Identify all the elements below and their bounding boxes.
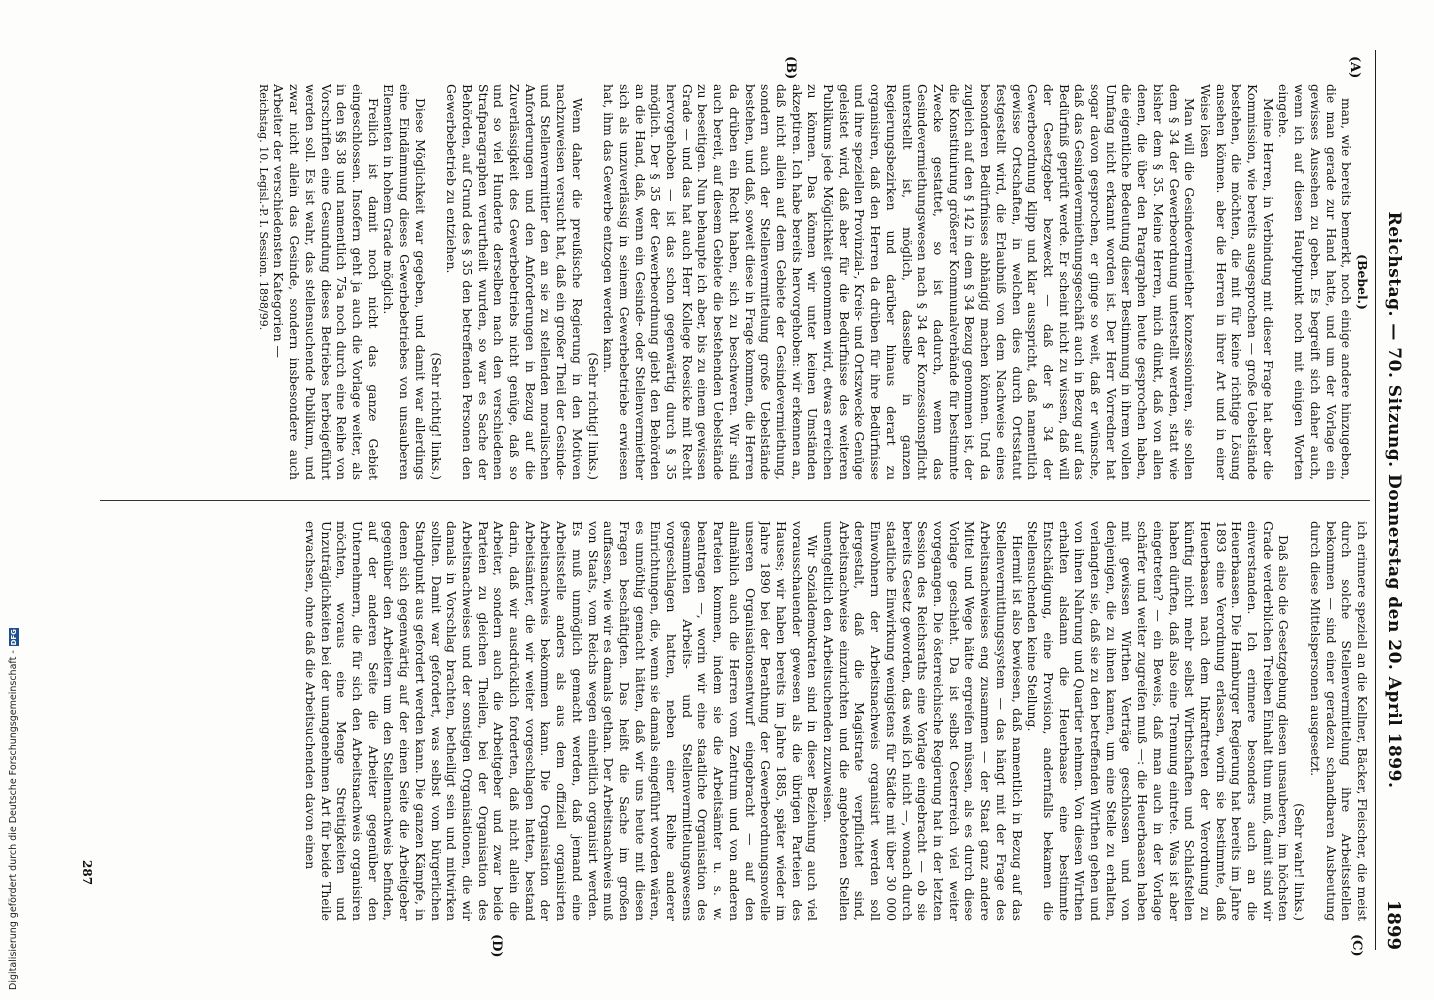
paragraph: Hiermit ist also bewiesen, daß namentlich in Bezug auf das Stellenvermittlungssystem — das hängt mit der Frage des Arbeitsnachweises eng zusammen — der Staat ganz andere Mittel und Wege hätte ergreifen müssen, als es durch diese Vorlage geschieht. Da ist selbst Oesterreich viel weiter vorgegangen. Die österreichische Regierung hat in der letzten Session des Reichsraths eine Vorlage eingebracht — ob sie bereits Gesetz geworden, das weiß ich nicht —, wonach durch staatliche Einwirkung wenigstens für Städte mit über 30 000 Einwohnern der Arbeitsnachweis organisirt werden soll dergestalt, daß die Magistrate verpflichtet sind, Arbeitsnachweise einzurichten und die angebotenen Stellen unentgeltlich den Arbeitsuchenden zuzuweisen.: [821, 521, 1025, 921]
header-rule: [1375, 50, 1376, 950]
paragraph: Freilich ist damit noch nicht das ganze Gebiet eingeschlossen. Insofern geht ja auch die Vorlage weiter, als in den §§ 38 und namentlich 75a noch durch eine Reihe von Vorschriften eine Gesundung dieses Betriebes herbeigeführt werden soll. Es ist wahr, das stellensuchende Publikum, und zwar nicht allein das Gesinde, sondern insbesondere auch Arbeiter der verschiedensten Kategorien —: [271, 84, 381, 480]
page-header: [1378, 50, 1404, 950]
page-number: 1899: [1383, 899, 1404, 950]
paragraph: Meine Herren, in Verbindung mit dieser Frage hat aber die Kommission, wie bereits ausgesprochen — große Uebelstände bestehen, die möchten, die mit für keine richtige Lösung ansehen können. aber die Herren in ihrer Art und in einer Weise lösen: [1197, 84, 1276, 480]
right-column: [100, 521, 1370, 921]
digitization-credit: [8, 628, 19, 990]
header-title: Reichstag. — 70. Sitzung. Donnerstag den 20. April 1899.: [1384, 211, 1404, 789]
paragraph: Man will die Gesindevermiether konzessioniren, sie sollen dem § 34 der Gewerbeordnung unterstellt werden, statt wie bisher dem § 35. Meine Herren, mich dünkt, daß von allen denen, die über den Paragraphen heute gesprochen haben, die eigentliche Bedeutung dieser Bestimmung in ihrem vollen Umfang nicht erkannt worden ist. Der Herr Vorredner hat sogar davon gesprochen, er ginge so weit, daß er wünsche, daß das Gesindevermiethungsgeschäft auch in Bezug auf das Bedürfniß geprüft werde. Er scheint nicht zu wissen, daß will der Gesetzgeber bezweckt — daß der § 34 der Gewerbeordnung klipp und klar ausspricht, daß namentlich gewisse Ortschaften, in welchen dies durch Ortsstatut festgestellt wird, die Erlaubniß von dem Nachweise eines besonderen Bedürfnisses abhängig machen können. Und da zugleich auf den § 142 in dem § 34 Bezug genommen ist, der die Konstituirung größerer Kommunalverbände für bestimmte Zwecke gestattet, so ist dadurch, wenn das Gesindevermiethungswesen nach § 34 der Konzessionspflicht unterstellt ist, möglich, dasselbe in ganzen Regierungsbezirken und darüber hinaus derart zu organisiren, daß den Herren da drüben für ihre Bedürfnisse und ihre speziellen Provinzial-, Kreis- und Ortszwecke Genüge geleistet wird, daß aber für die Bedürfnisse des weiteren Publikums jede Möglichkeit genommen wird, etwas erreichen zu können. Das können wir unter keinen Umständen akzeptiren. Ich habe bereits hervorgehoben: wir erkennen an, daß nicht allein auf dem Gebiete der Gesindevermiethung, sondern auch der Stellenvermittelung große Uebelstände bestehen, und daß, soweit diese in Frage kommen, die Herren da drüben ein Recht haben, sich zu beschweren. Wir sind auch bereit, auf diesem Gebiete die bestehenden Uebelstände zu beseitigen. Nun behaupte ich aber, bis zu einem gewissen Grade — und das hat auch Herr Kollege Roesicke mit Recht hervorgehoben — ist das schon gegenwärtig durch § 35 möglich. Der § 35 der Gewerbeordnung giebt den Behörden an die Hand, daß, wenn ein Gesinde- oder Stellenvermiether sich als unzuverlässig in seinem Gewerbebetriebe erwiesen hat, ihm das Gewerbe entzogen werden kann.: [601, 84, 1198, 480]
speaker-name: (Bebel.): [1355, 254, 1370, 310]
credit-text: Digitalisierung gefördert durch die Deutsche Forschungsgemeinschaft -: [8, 650, 19, 990]
applause-note: (Sehr richtig! links.): [428, 352, 444, 480]
footer-sheet-number: 287: [80, 860, 94, 886]
column-divider: [100, 500, 1370, 501]
applause-note: (Sehr wahr! links.): [1292, 803, 1308, 921]
applause-note: (Sehr richtig! links.): [585, 352, 601, 480]
margin-marker-d: (D): [489, 934, 504, 958]
paragraph: Diese Möglichkeit war gegeben, und damit war allerdings eine Eindämmung dieses Gewerbebetriebes von unsauberen Elementen in hohem Grade möglich.: [381, 84, 428, 480]
paragraph: man, wie bereits bemerkt, noch einige andere hinzugeben, die man gerade zur Hand hatte, und um der Vorlage ein gewisses Aussehen zu geben. Es begreift sich daher auch, wenn ich auf diesen Hauptpunkt noch mit einigen Worten eingehe.: [1276, 84, 1355, 480]
footer-session: Reichstag. 10. Legisl.-P. I. Session. 1898/99.: [256, 84, 270, 331]
margin-marker-b: (B): [783, 56, 798, 80]
left-column: [100, 84, 1370, 480]
paragraph: Wenn daher die preußische Regierung in den Motiven nachzuweisen versucht hat, daß ein großer Theil der Gesinde- und Stellenvermittler den an sie zu stellenden moralischen Anforderungen und den Anforderungen in Bezug auf die Zuverlässigkeit des Gewerbebetriebs nicht genüge, daß so und so viel Hunderte derselben nach den verschiedenen Strafparagraphen verurtheilt wurden, so war es Sache der Behörden, auf Grund des § 35 den betreffenden Personen den Gewerbebetrieb zu entziehen.: [444, 84, 585, 480]
margin-marker-a: (A): [1347, 56, 1362, 79]
paragraph: Wir Sozialdemokraten sind in dieser Beziehung auch viel vorausschauender gewesen als die übrigen Parteien des Hauses; wir haben bereits im Jahre 1885, später wieder im Jahre 1890 bei der Berathung der Gewerbeordnungsnovelle unseren Organisationsentwurf eingebracht — auf den allmählich auch die Herren vom Zentrum und von anderen Parteien kommen, indem sie die Arbeitsämter u. s. w. beantragen —, worin wir eine staatliche Organisation des gesammten Arbeits- und Stellenvermittelungswesens vorgeschlagen hatten, neben einer Reihe anderer Einrichtungen, die, wenn sie damals eingeführt worden wären, es unnöthig gemacht hätten, daß wir uns heute mit diesen Fragen beschäftigten. Das heißt die Sache im großen auffassen, wie wir es damals gethan. Der Arbeitsnachweis muß von Staats, vom Reichs wegen einheitlich organisirt werden. Es muß unmöglich gemacht werden, daß jemand eine Arbeitsstelle anders als aus dem offiziell organisirten Arbeitsnachweis bekommen kann. Die Organisation der Arbeitsämter, die wir weiter vorgeschlagen hatten, bestand darin, daß wir ausdrücklich forderten, daß nicht allein die Arbeiter, sondern auch die Arbeitgeber und zwar beide Parteien zu gleichen Theilen, bei der Organisation des Arbeitsnachweises und der sonstigen Organisationen, die wir damals in Vorschlag brachten, betheiligt sein und mitwirken sollten. Damit war gefordert, was selbst vom bürgerlichen Standpunkt aus gefordert werden kann. Die ganzen Kämpfe, in denen sich gegenwärtig auf der einen Seite die Arbeitgeber gegenüber den Arbeitern um den Stellennachweis befinden, auf der anderen Seite die Arbeiter gegenüber den Unternehmern, die für sich den Arbeitsnachweis organisiren möchten, woraus eine Menge Streitigkeiten und Unzuträglichkeiten bei der unangenehmen Art für beide Theile erwachsen, ohne daß die Arbeitsuchenden davon einen: [302, 521, 821, 921]
dfg-logo-icon: DFG: [9, 629, 18, 646]
paragraph: ich erinnere speziell an die Kellner, Bäcker, Fleischer, die meist durch solche Stellenvermittelung ihre Arbeitsstellen bekommen — sind einer geradezu schandbaren Ausbeutung durch diese Mittelspersonen ausgesetzt.: [1307, 521, 1370, 921]
paragraph: Daß also die Gesetzgebung diesen unsauberen, im höchsten Grade verderblichen Treiben Einhalt thun muß, damit sind wir einverstanden. Ich erinnere besonders auch an die Heuerbaasen. Die Hamburger Regierung hat bereits im Jahre 1893 eine Verordnung erlassen, worin sie bestimmte, daß Heuerbaasen nach dem Inkrafttreten der Verordnung zu künftig nicht mehr selbst Wirthschaften und Schlafstellen haben dürften, daß also eine Trennung eintrete. Was ist aber eingetreten? — ein Beweis, daß man auch in der Vorlage schärfer und weiter zugreifen muß —: die Heuerbaasen haben mit gewissen Wirthen Verträge geschlossen und von denjenigen, die zu ihnen kamen, um eine Stelle zu erhalten, verlangten sie, daß sie zu den betreffenden Wirthen gehen und von ihnen Nahrung und Quartier nehmen. Von diesen Wirthen erhalten alsdann die Heuerbaase eine bestimmte Entschädigung, eine Provision, andernfalls bekamen die Stellensuchenden keine Stellung.: [1025, 521, 1292, 921]
margin-marker-c: (C): [1349, 934, 1364, 957]
